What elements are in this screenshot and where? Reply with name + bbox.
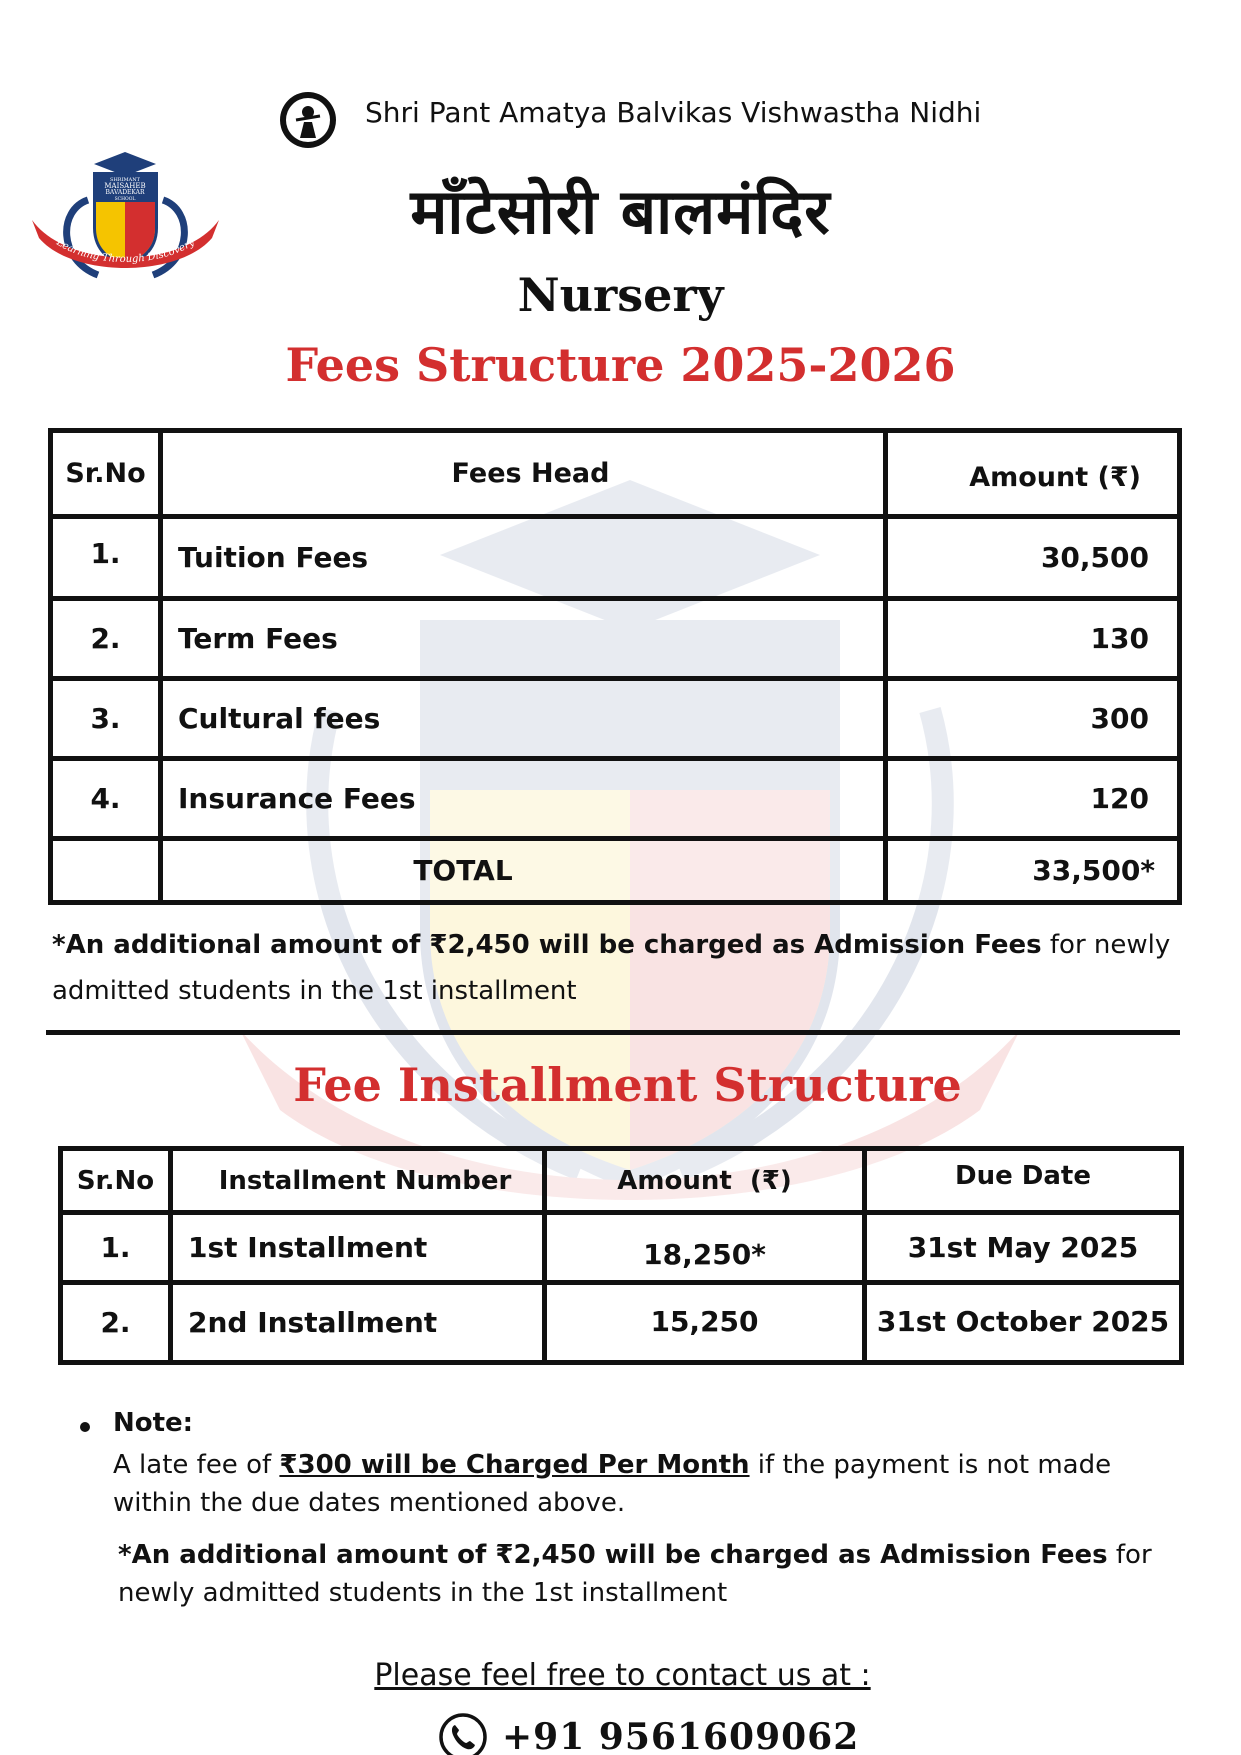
phone-row[interactable]: [438, 1712, 859, 1755]
admission-note-2-bold: *An additional amount of ₹2,450 will be charged as Admission Fees: [118, 1540, 1108, 1570]
installment-table: [58, 1146, 1184, 1365]
row-amount: 120: [886, 759, 1180, 839]
total-row: [51, 839, 1180, 903]
class-title: Nursery: [517, 268, 724, 322]
admission-note-2-rest: for newly admitted students in the 1st installment: [118, 1540, 1152, 1608]
table-row: [61, 1283, 1182, 1363]
header-amount: Amount (₹): [886, 431, 1180, 517]
note-underlined: ₹300 will be Charged Per Month: [279, 1450, 750, 1480]
total-amount: 33,500*: [886, 839, 1180, 903]
row-sr-no: 1.: [61, 1213, 171, 1283]
row-amount: 18,250*: [545, 1213, 865, 1283]
note-text: [113, 1446, 1193, 1522]
row-amount: 15,250: [545, 1283, 865, 1363]
table-row: [51, 517, 1180, 599]
note-suffix: if the payment is not made within the due dates mentioned above.: [113, 1450, 1112, 1518]
fees-table-header-row: [51, 431, 1180, 517]
row-sr-no: 1.: [51, 517, 161, 599]
table-row: [61, 1213, 1182, 1283]
contact-label: Please feel free to contact us at :: [374, 1658, 871, 1693]
header-fees-head: Fees Head: [161, 431, 886, 517]
total-sr-empty: [51, 839, 161, 903]
row-installment-number: 1st Installment: [171, 1213, 545, 1283]
header-sr-no: Sr.No: [61, 1149, 171, 1213]
logo-school-name-3: BAVADEKAR: [105, 189, 145, 196]
admission-note-rest: for newly admitted students in the 1st installment: [52, 930, 1171, 1006]
total-label: TOTAL: [161, 839, 886, 903]
note-title: Note:: [113, 1408, 194, 1438]
bullet-icon: [80, 1422, 90, 1432]
phone-number[interactable]: +91 9561609062: [502, 1716, 860, 1755]
row-sr-no: 2.: [61, 1283, 171, 1363]
row-installment-number: 2nd Installment: [171, 1283, 545, 1363]
row-sr-no: 4.: [51, 759, 161, 839]
trust-name: Shri Pant Amatya Balvikas Vishwastha Nidhi: [365, 96, 982, 129]
logo-school-name-2: MAISAHEB: [104, 182, 146, 190]
row-due-date: 31st October 2025: [865, 1283, 1182, 1363]
row-fees-head: Insurance Fees: [161, 759, 886, 839]
row-fees-head: Cultural fees: [161, 679, 886, 759]
row-sr-no: 3.: [51, 679, 161, 759]
trust-logo: [278, 90, 338, 150]
installment-title: Fee Installment Structure: [293, 1058, 962, 1112]
note-prefix: A late fee of: [113, 1450, 280, 1480]
logo-motto: Learning Through Discovery: [54, 237, 197, 266]
admission-note-bold: *An additional amount of ₹2,450 will be charged as Admission Fees: [52, 930, 1042, 960]
logo-school-name-4: SCHOOL: [114, 197, 136, 202]
admission-note: [52, 922, 1192, 1014]
fees-table: [48, 428, 1182, 905]
row-amount: 30,500: [886, 517, 1180, 599]
row-due-date: 31st May 2025: [865, 1213, 1182, 1283]
table-row: [51, 759, 1180, 839]
header-installment-number: Installment Number: [171, 1149, 545, 1213]
header-amount: Amount (₹): [545, 1149, 865, 1213]
table-row: [51, 599, 1180, 679]
fees-structure-title: Fees Structure 2025-2026: [285, 338, 956, 392]
row-fees-head: Tuition Fees: [161, 517, 886, 599]
row-amount: 130: [886, 599, 1180, 679]
admission-note-2: [118, 1536, 1198, 1612]
row-fees-head: Term Fees: [161, 599, 886, 679]
installment-header-row: [61, 1149, 1182, 1213]
row-amount: 300: [886, 679, 1180, 759]
header-due-date: Due Date: [865, 1149, 1182, 1213]
logo-school-name-1: SHRIMANT: [110, 177, 140, 183]
phone-icon: [438, 1712, 488, 1755]
section-divider: [46, 1030, 1180, 1035]
table-row: [51, 679, 1180, 759]
title-hindi: माँटेसोरी बालमंदिर: [410, 175, 831, 248]
row-sr-no: 2.: [51, 599, 161, 679]
header-sr-no: Sr.No: [51, 431, 161, 517]
